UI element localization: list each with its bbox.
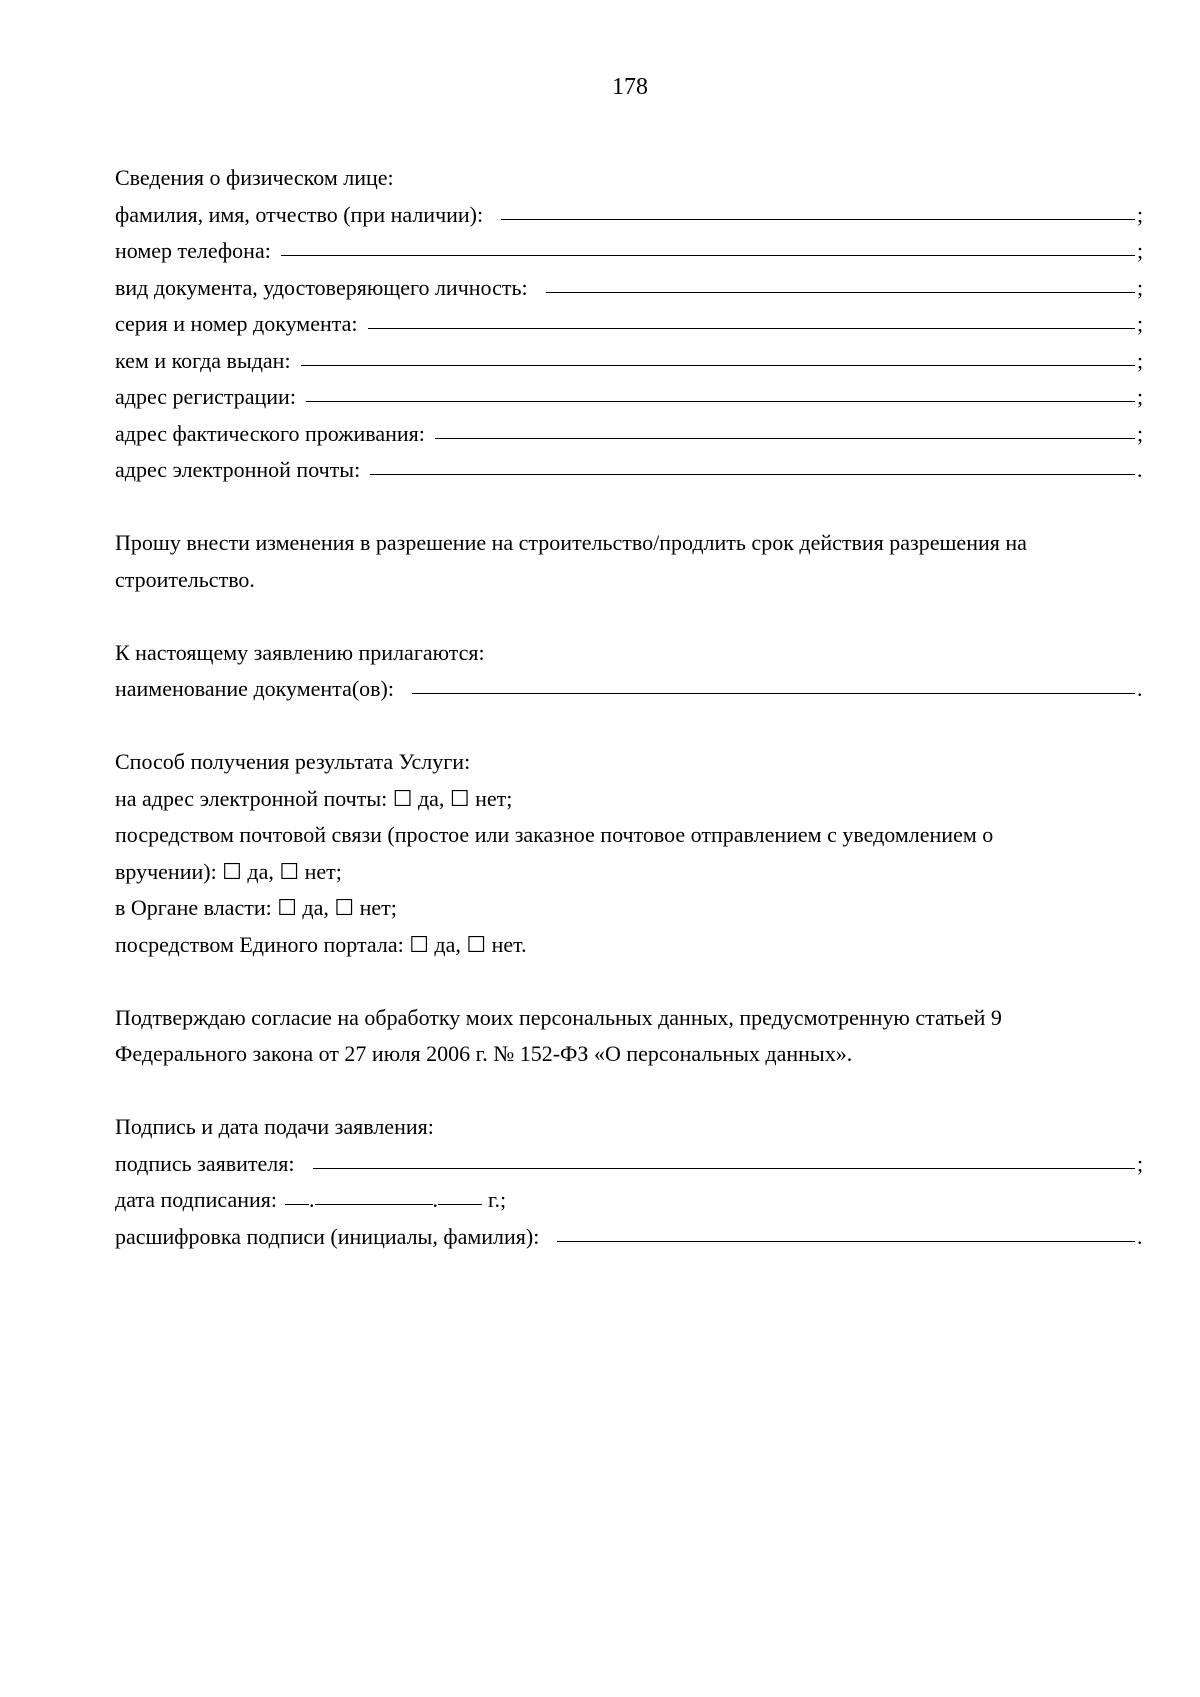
field-end-mark: ; — [1137, 274, 1144, 300]
attachments-input-line[interactable] — [412, 671, 1135, 694]
email-field — [115, 452, 1145, 489]
id-document-type-label: вид документа, удостоверяющего личность: — [115, 274, 528, 300]
registration-address-field — [115, 379, 1145, 416]
document-number-field — [115, 306, 1145, 343]
field-end-mark: ; — [1137, 1150, 1144, 1176]
field-end-mark: . — [1137, 676, 1143, 701]
date-separator: . — [309, 1187, 315, 1212]
registration-address-label: адрес регистрации: — [115, 384, 296, 409]
request-text-line-2: строительство. — [115, 566, 255, 592]
spacer — [115, 963, 1145, 1000]
id-document-type-field — [115, 270, 1145, 307]
document-number-input-line[interactable] — [368, 306, 1135, 329]
spacer — [115, 1073, 1145, 1110]
delivery-post-option-line-2[interactable]: вручении): ☐ да, ☐ нет; — [115, 858, 342, 884]
request-text-line-1: Прошу внести изменения в разрешение на строительство/продлить срок действия разрешения на — [115, 530, 1027, 555]
signing-date-day-blank[interactable] — [285, 1182, 309, 1205]
date-separator: . — [432, 1187, 438, 1212]
delivery-portal-option[interactable]: посредством Единого портала: ☐ да, ☐ нет. — [115, 931, 527, 957]
full-name-input-line[interactable] — [501, 197, 1135, 220]
registration-address-input-line[interactable] — [306, 379, 1135, 402]
email-input-line[interactable] — [370, 452, 1135, 475]
issued-by-label: кем и когда выдан: — [115, 347, 291, 373]
email-label: адрес электронной почты: — [115, 457, 361, 482]
field-end-mark: . — [1137, 457, 1143, 482]
phone-field — [115, 233, 1145, 270]
attachments-field — [115, 671, 1145, 708]
signing-date-field — [115, 1182, 1145, 1219]
spacer — [115, 598, 1145, 635]
signature-decoding-input-line[interactable] — [557, 1219, 1135, 1242]
issued-by-field — [115, 343, 1145, 380]
document-number-label: серия и номер документа: — [115, 311, 358, 336]
consent-text-line-1: Подтверждаю согласие на обработку моих персональных данных, предусмотренную статьей 9 — [115, 1004, 1002, 1030]
phone-label: номер телефона: — [115, 238, 271, 263]
personal-info-heading: Сведения о физическом лице: — [115, 165, 394, 190]
full-name-field — [115, 197, 1145, 234]
actual-address-label: адрес фактического проживания: — [115, 420, 425, 446]
field-end-mark: ; — [1137, 311, 1144, 336]
attachments-label: наименование документа(ов): — [115, 676, 394, 701]
page-number: 178 — [612, 74, 648, 100]
signature-heading: Подпись и дата подачи заявления: — [115, 1114, 434, 1139]
field-end-mark: ; — [1137, 420, 1144, 446]
attachments-heading: К настоящему заявлению прилагаются: — [115, 639, 485, 665]
applicant-signature-label: подпись заявителя: — [115, 1150, 295, 1176]
field-end-mark: ; — [1137, 238, 1144, 263]
spacer — [115, 708, 1145, 745]
signing-date-label: дата подписания: — [115, 1187, 277, 1212]
spacer — [115, 489, 1145, 526]
actual-address-input-line[interactable] — [435, 416, 1135, 439]
issued-by-input-line[interactable] — [301, 343, 1135, 366]
delivery-authority-option[interactable]: в Органе власти: ☐ да, ☐ нет; — [115, 895, 397, 920]
date-year-suffix: г.; — [488, 1187, 507, 1212]
delivery-heading: Способ получения результата Услуги: — [115, 749, 471, 774]
signature-decoding-label: расшифровка подписи (инициалы, фамилия): — [115, 1223, 540, 1249]
full-name-label: фамилия, имя, отчество (при наличии): — [115, 201, 484, 227]
phone-input-line[interactable] — [281, 233, 1135, 256]
field-end-mark: . — [1137, 1223, 1143, 1249]
signing-date-year-blank[interactable] — [438, 1182, 482, 1205]
field-end-mark: ; — [1137, 384, 1144, 409]
signing-date-month-blank[interactable] — [315, 1182, 433, 1205]
application-form — [115, 160, 1145, 1255]
signature-decoding-field — [115, 1219, 1145, 1256]
delivery-email-option[interactable]: на адрес электронной почты: ☐ да, ☐ нет; — [115, 785, 513, 811]
field-end-mark: ; — [1137, 347, 1144, 373]
field-end-mark: ; — [1137, 201, 1144, 227]
id-document-type-input-line[interactable] — [546, 270, 1135, 293]
delivery-post-option-line-1: посредством почтовой связи (простое или заказное почтовое отправлением с уведомлением о — [115, 822, 994, 847]
applicant-signature-field — [115, 1146, 1145, 1183]
consent-text-line-2: Федерального закона от 27 июля 2006 г. № 152-ФЗ «О персональных данных». — [115, 1041, 853, 1066]
actual-address-field — [115, 416, 1145, 453]
applicant-signature-input-line[interactable] — [313, 1146, 1135, 1169]
